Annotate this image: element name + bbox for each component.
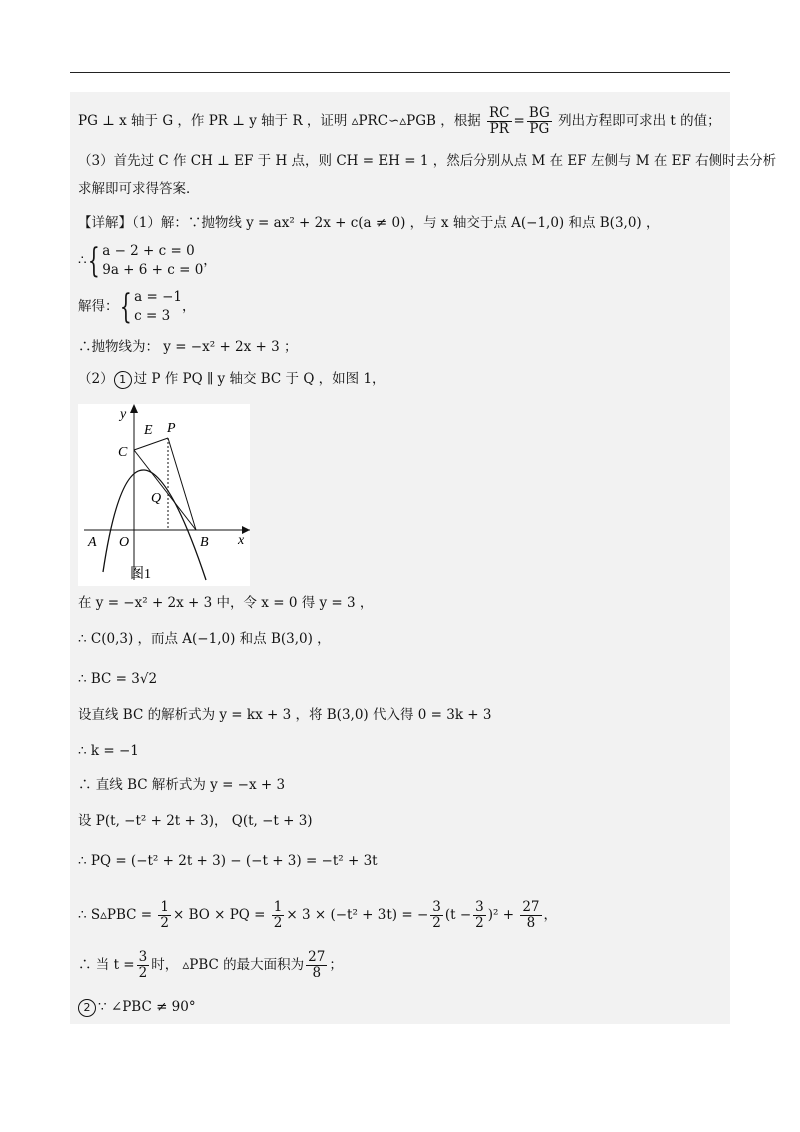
label-q: Q [151,491,162,506]
parabola-diagram [78,404,250,586]
area-formula-line: ∴ S▵PBC = $\frac{1}{2}$ × BO × PQ = $\frac{1}{2}$ × 3 × (−t² + 3t) = − $\frac{3}{2}$ (t − $\frac{3}{2}$ )² + $\frac{27}{8}$ ， [78,899,558,931]
line-7: ∴抛物线为： y = −x² + 2x + 3 ； [78,339,298,355]
circled-number-2: 2 [78,999,96,1017]
line-3: 求解即可求得答案． [78,181,200,197]
max-area-line: ∴ 当 t = $\frac{3}{2}$ 时， ▵PBC 的最大面积为 $\frac{27}{8}$ ； [78,949,343,981]
line-15: 设 P(t, −t² + 2t + 3)， Q(t, −t + 3) [78,813,313,829]
line-10: ∴ C(0,3) ，而点 A(−1,0) 和点 B(3,0) ， [78,631,331,647]
y-axis-arrow [130,404,138,413]
segment-cb [134,450,196,530]
line-14: ∴ 直线 BC 解析式为 y = −x + 3 [78,777,286,793]
label-b: B [200,535,209,550]
line-11: ∴ BC = 3√2 [78,671,158,687]
label-p: P [167,421,176,436]
equation-system-1: ∴{ a − 2 + c = 0 9a + 6 + c = 0 ， [78,241,217,281]
figure-caption: 图1 [130,567,151,582]
line-9: 在 y = −x² + 2x + 3 中，令 x = 0 得 y = 3 ， [78,595,374,611]
line-4: 【详解】（1）解：∵抛物线 y = ax² + 2x + c(a ≠ 0) ，与 x 轴交于点 A(−1,0) 和点 B(3,0) ， [78,215,660,231]
label-a: A [88,535,97,550]
label-e: E [144,423,153,438]
header-rule [70,72,730,73]
line-2: （3）首先过 C 作 CH ⊥ EF 于 H 点，则 CH = EH = 1 ，然后分别从点 M 在 EF 左侧与 M 在 EF 右侧时去分析 [78,153,777,169]
fraction-bg-pg: $\frac{BG}{PG}$ [528,105,550,137]
parabola-curve [103,470,206,580]
line-12: 设直线 BC 的解析式为 y = kx + 3 ，将 B(3,0) 代入得 0 = 3k + 3 [78,707,492,723]
figure-1 [78,404,250,586]
line-16: ∴ PQ = (−t² + 2t + 3) − (−t + 3) = −t² + 3t [78,853,378,869]
label-c: C [118,445,128,460]
label-x: x [238,533,245,548]
line-19: 2 ∵ ∠PBC ≠ 90° [78,998,196,1017]
line-13: ∴ k = −1 [78,743,139,759]
fraction-rc-pr: $\frac{RC}{PR}$ [489,105,510,137]
document-body [70,92,777,1024]
label-y: y [120,407,127,422]
label-o: O [119,535,130,550]
line-8: （2） 1 过 P 作 PQ ∥ y 轴交 BC 于 Q ，如图 1， [78,371,386,387]
circled-number-1: 1 [114,371,132,389]
line-1: PG ⊥ x 轴于 G ，作 PR ⊥ y 轴于 R ，证明 ▵PRC∽▵PGB ，根据 $\frac{RC}{PR}$ = $\frac{BG}{PG}$ 列出方程即可求出 t 的值； [78,105,721,137]
equation-system-2: 解得：{ a = −1 c = 3 ， [78,287,196,327]
segment-cp [134,438,168,450]
